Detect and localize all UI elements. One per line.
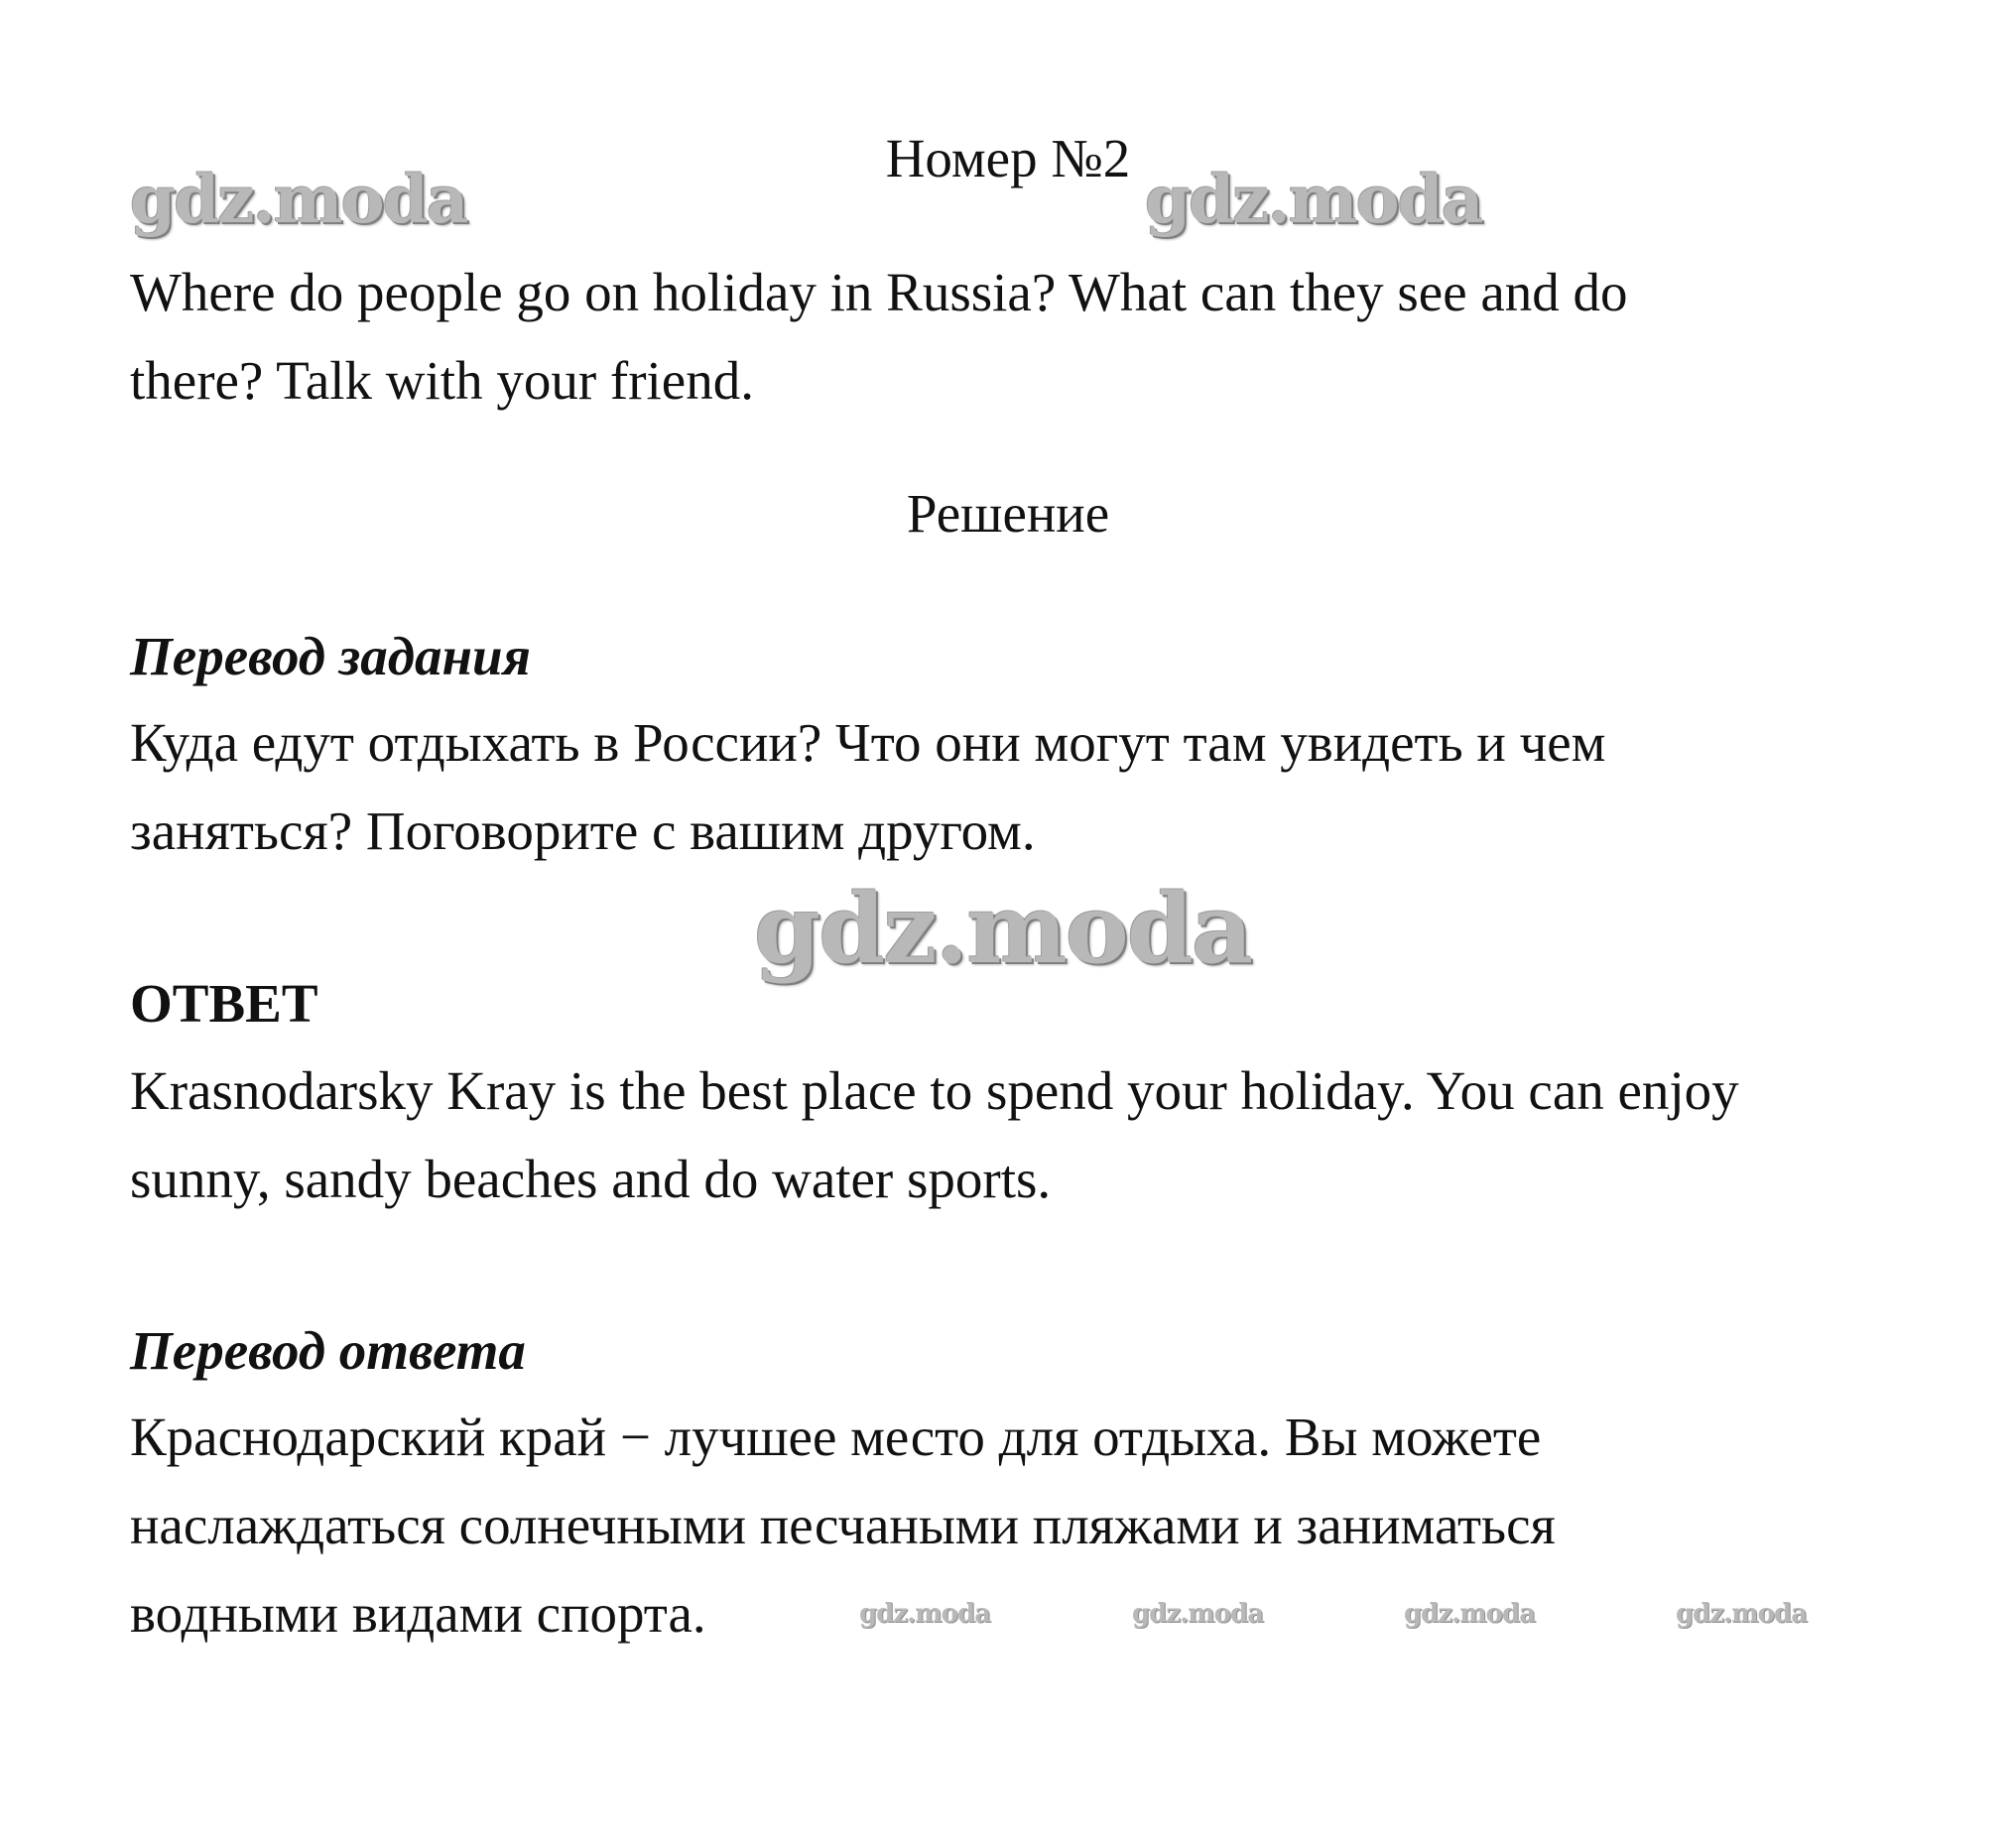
watermark-logo: gdz.moda: [859, 1599, 991, 1629]
watermark-logo: gdz.moda: [1676, 1599, 1808, 1629]
answer-line: sunny, sandy beaches and do water sports.: [130, 1149, 1052, 1209]
task-translation-line: Куда едут отдыхать в России? Что они могут там увидеть и чем: [130, 712, 1606, 773]
watermark-logo: gdz.moda: [1145, 161, 1482, 238]
watermark-logo: gdz.moda: [130, 161, 467, 238]
task-translation-heading: Перевод задания: [130, 626, 531, 686]
task-line: Where do people go on holiday in Russia? What can they see and do: [130, 262, 1628, 322]
watermark-logo: gdz.moda: [1132, 1599, 1264, 1629]
answer-translation-heading: Перевод ответа: [130, 1320, 526, 1381]
answer-line: Krasnodarsky Kray is the best place to spend your holiday. You can enjoy: [130, 1060, 1739, 1121]
task-line: there? Talk with your friend.: [130, 350, 754, 411]
task-translation-text: [130, 698, 1605, 875]
answer-text: [130, 1046, 1739, 1223]
watermark-logo: gdz.moda: [754, 873, 1252, 985]
solution-label: Решение: [906, 483, 1110, 544]
answer-translation-line: водными видами спорта.: [130, 1583, 706, 1644]
task-text: [130, 248, 1628, 425]
answer-translation-line: наслаждаться солнечными песчаными пляжами и заниматься: [130, 1495, 1556, 1555]
watermark-logo: gdz.moda: [1404, 1599, 1536, 1629]
answer-heading: ОТВЕТ: [130, 973, 318, 1034]
task-translation-line: заняться? Поговорите с вашим другом.: [130, 800, 1036, 861]
answer-translation-line: Краснодарский край − лучшее место для отдыха. Вы можете: [130, 1407, 1542, 1467]
page-title: Номер №2: [885, 128, 1131, 188]
answer-translation-text: [130, 1393, 1556, 1657]
